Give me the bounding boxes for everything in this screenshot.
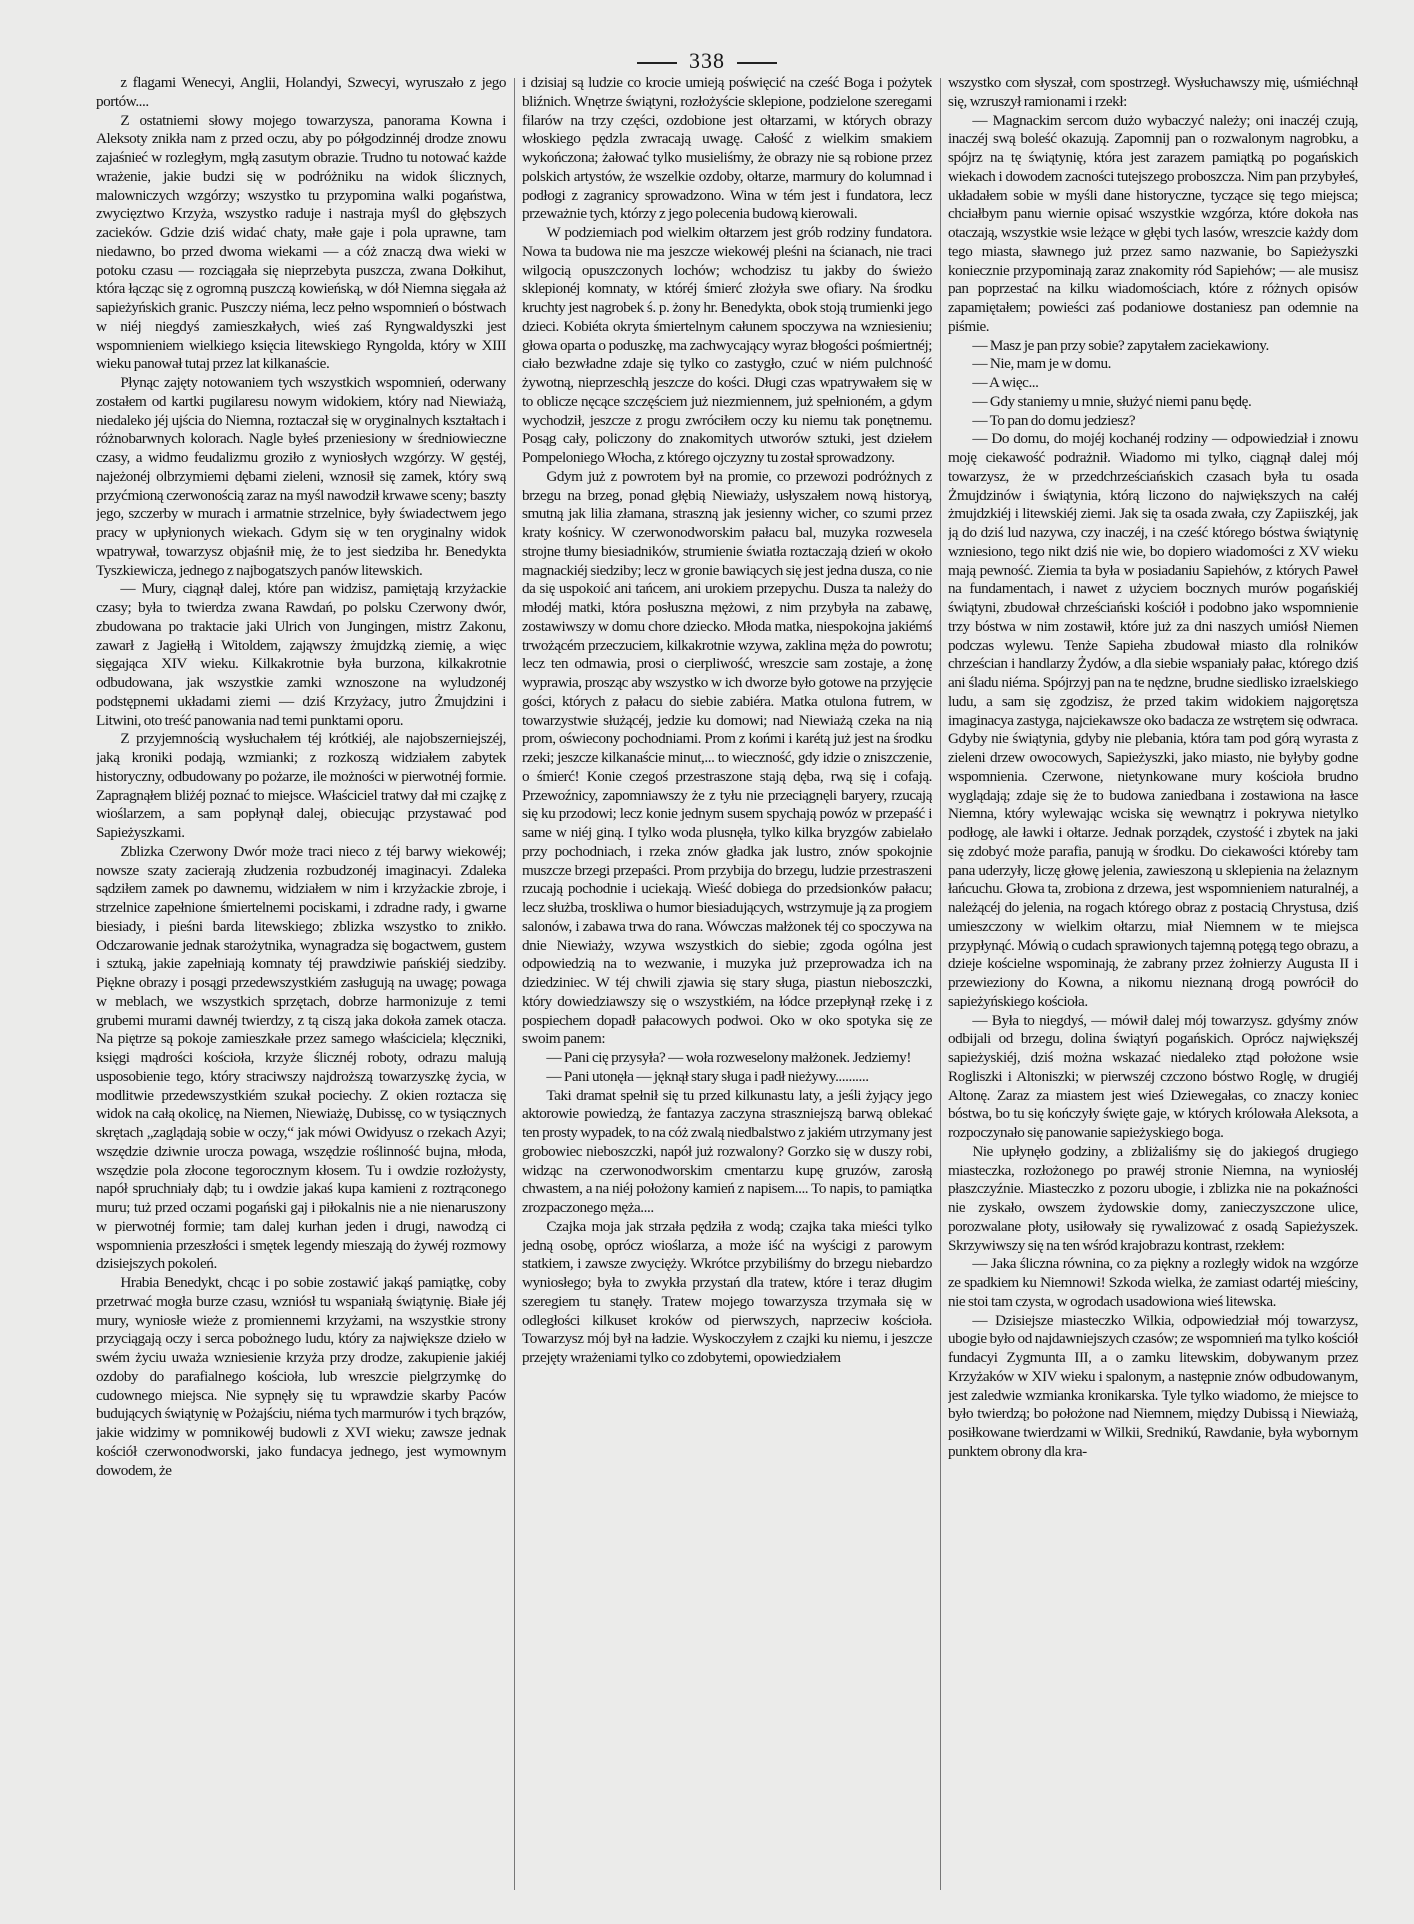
paragraph: — To pan do domu jedziesz? xyxy=(972,411,1136,429)
paragraph: wszystko com słyszał, com spostrzegł. Wysłuchawszy mię, uśmiéchnął się, wzruszył ramionami i rzekł: xyxy=(948,74,1358,110)
column-divider xyxy=(940,78,941,1890)
paragraph: W podziemiach pod wielkim ołtarzem jest grób rodziny fundatora. Nowa ta budowa nie ma jeszcze wiekowéj pleśni na ścianach, nie traci wilgocią opuszczonych lochów; wchodzisz tu jakby do świeżo sklepionéj komnaty, w któréj śmierć złożyła swe ofiary. Na środku kruchty jest nagrobek ś. p. żony hr. Benedykta, obok stoją trumienki jego dzieci. Kobiéta okryta śmiertelnym całunem spoczywa na wzniesieniu; głowa oparta o poduszkę, ma zachwycający wyraz błogości pośmiertnéj; ciało bezwładne zdaje się tylko co zastygło, czuć w niém pulchność żywotną, nieprzeschłą jeszcze do kości. Długi czas wpatrywałem się w to oblicze nęcące szczęściem już niezmiennem, już spełnioném, a gdym wychodził, jeszcze z progu zwróciłem oczy ku niemu tak ponętnemu. Posąg cały, policzony do znakomitych utworów sztuki, jest dziełem Pompeloniego Włocha, z którego ojczyzny tu został sprowadzony. xyxy=(522,224,932,466)
paragraph: Czajka moja jak strzała pędziła z wodą; czajka taka mieści tylko jedną osobę, oprócz wioślarza, a może iść na wyścigi z parowym statkiem, i zawsze zwycięży. Wkrótce przybiliśmy do brzegu niebardzo wyniosłego; była to zwykła przystań dla tratew, które i teraz długim szeregiem tu stanęły. Tratew mojego towarzysza trzymała się w odległości kilkuset kroków od pierwszych, naprzeciw kościoła. Towarzysz mój był na ładzie. Wyskoczyłem z czajki ku niemu, i jeszcze przejęty wrażeniami tylko co zdobytemi, opowiedziałem xyxy=(522,1217,932,1366)
paragraph: — Mury, ciągnął dalej, które pan widzisz, pamiętają krzyżackie czasy; była to twierdza zwana Rawdań, po polsku Czerwony dwór, zbudowana po traktacie jaki Ulrich von Jungingen, mistrz Zakonu, zawarł z Jagiełłą i Witoldem, zająwszy żmujdzką ziemię, a więc sięgająca XIV wieku. Kilkakrotnie była burzona, kilkakrotnie odbudowana, jak wszystkie zamki wznoszone na wyludzonéj podstępnemi układami ziemi — dziś Krzyżacy, jutro Żmujdzini i Litwini, oto treść panowania nad temi punktami oporu. xyxy=(96,580,506,729)
paragraph: Nie upłynęło godziny, a zbliżaliśmy się do jakiegoś drugiego miasteczka, rozłożonego po prawéj stronie Niemna, na wyniosłéj płaszczyźnie. Miasteczko z pozoru ubogie, i zblizka nie na pokaźności nie zyskało, owszem żydowskie domy, zanieczyszczone ulice, porozwalane płoty, usiłowały się rywalizować z osadą Sapieżyszek. Skrzywiwszy się na ten wśród krajobrazu kontrast, rzekłem: xyxy=(948,1142,1358,1254)
paragraph: Z przyjemnością wysłuchałem téj krótkiéj, ale najobszerniejszéj, jaką kroniki podają, wzmianki; z rozkoszą widziałem zabytek historyczny, odbudowany po pożarze, ile możności w pierwotnéj formie. Zapragnąłem bliżéj poznać to miejsce. Właściciel tratwy dał mi czajkę z wioślarzem, a sam popłynął dalej, obiecując przystawać pod Sapieżyszkami. xyxy=(96,730,506,841)
paragraph: Taki dramat spełnił się tu przed kilkunastu laty, a jeśli żyjący jego aktorowie powiedzą, że fantazya zaczyna straszniejszą barwą oblekać ten prosty wypadek, to na cóż zwalą niedbalstwo z jakiém utrzymany jest grobowiec nieboszczki, napół już rozwalony? Gorzko się w duszy robi, widząc na czerwonodworskim cmentarzu kupę gruzów, zarosłą chwastem, a na niéj położony kamień z napisem.... To napis, to pamiątka zrozpaczonego męża.... xyxy=(522,1086,932,1216)
paragraph: — Jaka śliczna równina, co za piękny a rozległy widok na wzgórze ze spadkiem ku Niemnowi! Szkoda wielka, że zamiast odartéj mieściny, nie stoi tam czysta, w ogrodach usadowiona wieś litewska. xyxy=(948,1255,1358,1310)
page-number-text: 338 xyxy=(689,48,725,73)
paragraph: — Dzisiejsze miasteczko Wilkia, odpowiedział mój towarzysz, ubogie było od najdawniejszych czasów; ze wspomnień ma tylko kościół fundacyi Zygmunta III, a o zamku litewskim, dobywanym przez Krzyżaków w XIV wieku i spalonym, a następnie znów odbudowanym, jest zaledwie wzmianka kronikarska. Tyle tylko wiadomo, że miejsce to było twierdzą; bo położone nad Niemnem, między Dubissą i Niewiażą, posiłkowane twierdzami w Wilkii, Srednikú, Rawdanie, była wybornym punktem obrony dla kra- xyxy=(948,1311,1358,1460)
text-column-1 xyxy=(96,74,506,1892)
paragraph: Z ostatniemi słowy mojego towarzysza, panorama Kowna i Aleksoty znikła nam z przed oczu, aby po półgodzinnéj drodze znowu zajaśnieć w rozległym, mgłą zasutym obrazie. Trudno tu notować każde wrażenie, jakie budzi się w podróżniku na widok ślicznych, malowniczych wzgórzy; wszystko tu przypomina walki pogaństwa, zwycięztwo Krzyża, wszystko raduje i nastraja myśl do głębszych zacieków. Gdzie dziś widać chaty, małe gaje i pola uprawne, tam niedawno, bo przed dwoma wiekami — a cóż znaczą dwa wieki w potoku czasu — rozciągała się nieprzebyta puszcza, zwana Dołkihut, która łącząc się z ogromną puszczą kowieńską, w dół Niemna sięgała aż sapieżyńskich granic. Puszczy niéma, lecz pełno wspomnień o bóstwach w niéj niegdyś zamieszkałych, wieś zaś Ryngwaldyszki jest wspomnieniem wielkiego księcia litewskiego Ryngolda, który w XIII wieku panował tutaj przez lat kilkanaście. xyxy=(96,111,506,373)
column-divider xyxy=(514,78,515,1890)
paragraph: Płynąc zajęty notowaniem tych wszystkich wspomnień, oderwany zostałem od kartki pugilaresu nowym widokiem, który nad Niewiażą, niedaleko jéj ujścia do Niemna, roztaczał się w oryginalnych kształtach i różnobarwnych kolorach. Nagle byłeś przeniesiony w średniowieczne czasy, a widmo feudalizmu groziło z wyniosłych wzgórzy. W gęstéj, najeżonéj olbrzymiemi dębami zieleni, wznosił się zamek, który swą przyćmioną czerwonością zaraz na myśl nawodził krwawe sceny; baszty jego, szczerby w murach i armatnie strzelnice, były świadectwem jego pracy w upłynionych wiekach. Gdym się w ten oryginalny widok wpatrywał, towarzysz objaśnił mię, że to jest siedziba hr. Benedykta Tyszkiewicza, jednego z najbogatszych panów litewskich. xyxy=(96,374,506,579)
paragraph: — A więc... xyxy=(972,374,1039,391)
paragraph: — Pani utonęła — jęknął stary sługa i padł nieżywy.......... xyxy=(546,1067,869,1085)
paragraph: — Masz je pan przy sobie? zapytałem zaciekawiony. xyxy=(972,336,1269,354)
paragraph: — Gdy staniemy u mnie, służyć niemi panu będę. xyxy=(972,392,1252,410)
paragraph: — Magnackim sercom dużo wybaczyć należy; oni inaczéj czują, inaczéj swą boleść okazują. Zapomnij pan o rozwalonym nagrobku, a spójrz na tę świątynię, która jest zarazem pamiątką po pogańskich wiekach i dowodem zacności tutejszego proboszcza. Nim pan przybyłeś, układałem sobie w myśli dane historyczne, tyczące się tego miejsca; chciałbym panu wiernie opisać wszystkie wzgórza, które dokoła nas otaczają, wszystkie wsie leżące w głębi tych lasów, wreszcie każdy dom tego miasta, sławnego już przez samo nazwanie, bo Sapieżyszki koniecznie przypominają zaraz znakomity ród Sapiehów; — ale musisz pan poprzestać na kilku wiadomościach, które z różnych opisów zapamiętałem; powieści zaś podaniowe dostaniesz pan odemnie na piśmie. xyxy=(948,111,1358,335)
paragraph: — Nie, mam je w domu. xyxy=(972,355,1111,373)
paragraph: — Do domu, do mojéj kochanéj rodziny — odpowiedział i znowu moję ciekawość podrażnił. Wiadomo mi tylko, ciągnął dalej mój towarzysz, że w przedchrześciańskich czasach była tu osada Żmujdzinów i świątynia, którą liczono do największych na całéj żmujdzkiéj i litewskiéj ziemi. Jak się ta osada zwała, czy Zapiiszkéj, jak ją do dziś lud nazywa, czy inaczéj, i na cześć którego bóstwa świątynię wzniesiono, tego nikt dziś nie wie, bo dopiero wiadomości z XV wieku mają pewność. Ziemia ta była w posiadaniu Sapiehów, z których Paweł na fundamentach, i nawet z użyciem bocznych murów pogańskiéj świątyni, zbudował chrześciański kościół i podobno jako wspomnienie trzy bóstwa w nim zostawił, które już za dni naszych umiósł Niemen podczas wylewu. Tenże Sapieha zbudował miasto dla rolników chrześcian i handlarzy Żydów, a dla siebie wspaniały pałac, którego dziś ani śladu niéma. Spójrzyj pan na te nędzne, brudne siedlisko izraelskiego ludu, a sam się zgodzisz, że przed takim widokiem najgorętsza imaginacya zastyga, najciekawsze oko badacza ze wstrętem się odwraca. Gdyby nie świątynia, gdyby nie plebania, która tam pod górą wyrasta z zieleni drzew owocowych, Sapieżyszki, jako miasto, nie byłyby godne wspomnienia. Czerwone, nietynkowane mury kościoła brudno wyglądają; zdaje się że to budowa zaniedbana i zostawiona na łasce Niemna, który wylewając wciska się wewnątrz i pokrywa nietylko podłogę, ale ławki i ołtarze. Jednak porządek, czystość i zbytek na jaki się zdobyć może parafia, panują w środku. Do ciekawości któreby tam pana uderzyły, liczę głowę jelenia, zawieszoną u sklepienia na żelaznym łańcuchu. Głowa ta, zrobiona z drzewa, jest wspomnieniem naturalnéj, a należącéj do jelenia, na rogach którego obraz z postacią Chrystusa, dziś umieszczony w wielkim ołtarzu, miał Niemnem w te miejsca przypłynąć. Mówią o cudach sprawionych tajemną potęgą tego obrazu, a dzieje kościelne wspominają, że zabrany przez żołnierzy Augusta II i przewieziony do Kowna, a nikomu nieznaną drogą powrócił do sapieżyńskiego kościoła. xyxy=(948,430,1358,1010)
text-column-2 xyxy=(522,74,932,1892)
page-number xyxy=(0,48,1414,74)
paragraph: i dzisiaj są ludzie co krocie umieją poświęcić na cześć Boga i pożytek bliźnich. Wnętrze świątyni, rozłożyście sklepione, podzielone szeregami filarów na trzy części, ozdobione jest ołtarzami, w których obrazy włoskiego pędzla zwracają uwagę. Całość z wielkim smakiem wykończona; żałować tylko musieliśmy, że obrazy nie są robione przez polskich artystów, że wszelkie ozdoby, ołtarze, marmury do kolumnad i podłogi z zagranicy sprowadzono. Wina w tém jest i fundatora, lecz przeważnie tych, którzy z jego polecenia budową kierowali. xyxy=(522,74,932,223)
paragraph: Zblizka Czerwony Dwór może traci nieco z téj barwy wiekowéj; nowsze szaty zacierają złudzenia rozbudzonéj imaginacyi. Zdaleka sądziłem zamek po dawnemu, widziałem w nim i krzyżackie zbroje, i strzelnice zapełnione śmiertelnemi pociskami, i zdradne rady, i gwarne biesiady, i pieśni barda litewskiego; zblizka wszystko to znikło. Odczarowanie jednak starożytnika, wynagradza się bogactwem, gustem i sztuką, jakie zapełniają komnaty téj prawdziwie pańskiéj siedziby. Piękne obrazy i posągi przedewszystkiém zasługują na uwagę; powaga w meblach, we wszystkich sprzętach, dobrze harmonizuje z temi grubemi murami dawnéj twierdzy, z tą ciszą jaka dokoła zamek otacza. Na piętrze są pokoje zamieszkałe przez samego właściciela; klęczniki, księgi mądrości kościoła, krzyże ślicznéj roboty, odrazu malują usposobienie tego, który straciwszy najdroższą towarzyszkę życia, w modlitwie przedewszystkiém szukał pociechy. Z okien roztacza się widok na całą okolicę, na Niemen, Niewiażę, Dubissę, co w tysiącznych skrętach „zaglądają sobie w oczy,“ jak mówi Owidyusz o rzekach Azyi; wszędzie dziwnie urocza powaga, wszędzie roślinność bujna, młoda, wszędzie pola złocone tegorocznym kłosem. Tu i owdzie rozłożysty, napół spruchniały dąb; tu i owdzie jakaś kupa kamieni z roztrąconego muru; tuż przed oczami pogański gaj i piłokalnis nie a nie nienaruszony w pierwotnéj formie; tam dalej kurhan jeden i drugi, nawodzą ci wspomnienia przeszłości i smętek legendy mieszają do żywéj rozmowy dzisiejszych pokoleń. xyxy=(96,842,506,1273)
paragraph: Gdym już z powrotem był na promie, co przewozi podróżnych z brzegu na brzeg, ponad głębią Niewiaży, usłyszałem nową historyą, smutną jak lilia złamana, straszną jak jesienny wicher, co szumi przez kraty kośnicy. W czerwonodworskim pałacu bal, muzyka rozwesela strojne tłumy biesiadników, strumienie światła roztaczają dzień w około magnackiéj siedziby; lecz w gronie bawiących się jest jedna dusza, co nie da się uspokoić ani tańcem, ani urokiem przepychu. Dusza ta należy do młodéj matki, która posłuszna mężowi, z nim przybyła na zabawę, zostawiwszy w domu chore dziecko. Młoda matka, niespokojna jakiémś trwożącém przeczuciem, kilkakrotnie wzywa, zaklina męża do powrotu; lecz ten odmawia, prosi o cierpliwość, wreszcie sam zostaje, a żonę wyprawia, prosząc aby wszystko w ich dworze było gotowe na przyjęcie gości, których z pałacu do siebie zabiéra. Matka otulona futrem, w towarzystwie służącéj, jedzie ku domowi; nad Niewiażą czeka na nią prom, oświecony pochodniami. Prom z końmi i karétą już jest na środku rzeki; jeszcze kilkanaście minut,... to wieczność, gdy idzie o zniszczenie, o śmierć! Konie czegoś przestraszone stają dęba, rwą się i cofają. Przewoźnicy, zapomniawszy że z tyłu nie przeciągnęli baryery, rzucają się ku przodowi; lecz konie jednym susem spychają powóz w przepaść i same w niéj giną. I tylko woda plusnęła, tylko kilka bryzgów zabielało przy pochodniach, i rzeka znów gładka jak lustro, znów spokojnie muszcze brzegi przepaści. Prom przybija do brzegu, ludzie przestraszeni rzucają pochodnie i uciekają. Wieść dobiega do przedsionków pałacu; lecz służba, troskliwa o humor biesiadujących, wstrzymuje ją za progiem salonów, i zabawa trwa do rana. Wówczas małżonek téj co spoczywa na dnie Niewiaży, wzywa wszystkich do siebie; zgoda ogólna jest odpowiedzią na to wezwanie, i muzyka już przeprowadza ich na dziedziniec. W téj chwili zjawia się stary sługa, piastun nieboszczki, który dowiedziawszy się o wszystkiém, na łódce przepłynął rzekę i z pospiechem dopadł pałacowych podwoi. Oko w oko spotyka się ze swoim panem: xyxy=(522,467,932,1048)
dash-left xyxy=(637,62,677,64)
paragraph: z flagami Wenecyi, Anglii, Holandyi, Szwecyi, wyruszało z jego portów.... xyxy=(96,74,506,110)
text-column-3 xyxy=(948,74,1358,1892)
paragraph: Hrabia Benedykt, chcąc i po sobie zostawić jakąś pamiątkę, coby przetrwać mogła burze czasu, wzniósł tu wspaniałą świątynię. Białe jéj mury, wyniosłe wieże z promiennemi krzyżami, na wszystkie strony przyciągają oczy i serca pobożnego ludu, który za największe dzieło w swém życiu uważa wzniesienie krzyża przy drodze, zakupienie jakiéj ozdoby do parafialnego kościoła, lub wreszcie pielgrzymkę do cudownego miejsca. Nie sypnęły się tu wprawdzie skarby Paców budujących świątynię w Pożajściu, niéma tych marmurów i tych brązów, jakie widzimy w pomnikowéj budowli z XVI wieku; zawsze jednak kościół czerwonodworski, jako fundacya jednego, jest wymownym dowodem, że xyxy=(96,1274,506,1479)
dash-right xyxy=(737,62,777,64)
paragraph: — Pani cię przysyła? — woła rozweselony małżonek. Jedziemy! xyxy=(546,1049,911,1066)
paragraph: — Była to niegdyś, — mówił dalej mój towarzysz. gdyśmy znów odbijali od brzegu, dolina świątyń pogańskich. Oprócz największéj sapieżyskiéj, dziś można wskazać niedaleko ztąd położone wsie Rogliszki i Altoniszki; w pierwszéj czczono bóstwo Roglę, w drugiéj Altonę. Zaraz za miastem jest wieś Dziewegałas, co znaczy koniec bóstwa, bo tu się kończyły święte gaje, w których królowała Aleksota, a rozpoczynało się panowanie sapieżyskiego boga. xyxy=(948,1011,1358,1141)
